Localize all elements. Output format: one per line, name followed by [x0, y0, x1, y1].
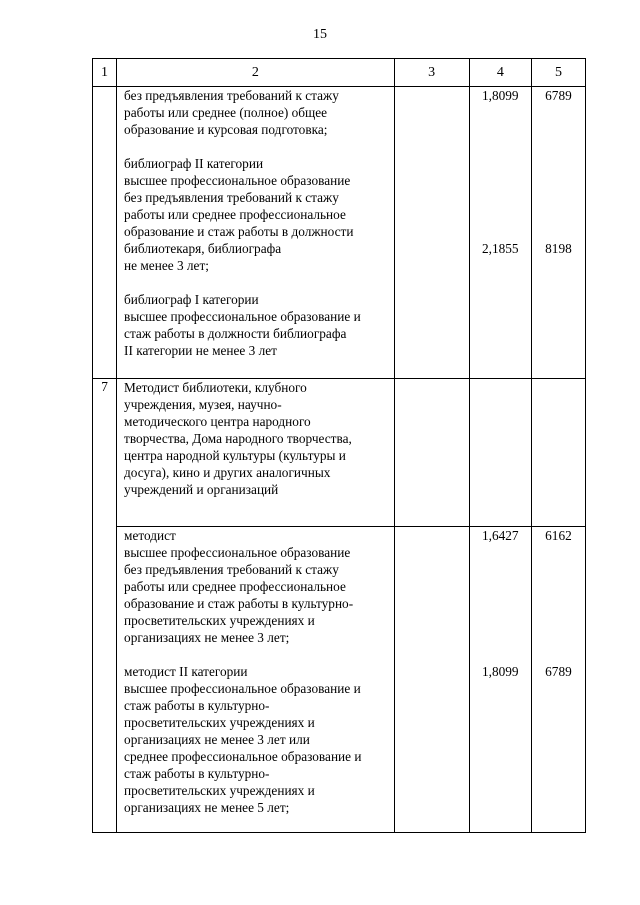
salary-value: 6789 — [545, 88, 572, 103]
table-row — [93, 87, 586, 379]
qualification-block: методист высшее профессиональное образование без предъявления требований к стажу работы или среднее профессиональное образование и стаж работы в культурно- просветительских учреждениях и организациях не менее 3 лет; — [124, 528, 354, 645]
salary-value: 6789 — [545, 664, 572, 679]
page-number: 15 — [313, 27, 327, 42]
salary-value: 6162 — [545, 528, 572, 543]
position-description-cell — [117, 527, 395, 833]
coefficient-cell — [469, 379, 531, 527]
coefficient-value: 1,6427 — [482, 528, 519, 543]
column-3-cell — [394, 87, 469, 379]
salary-cell — [531, 527, 585, 833]
coefficient-cell — [469, 527, 531, 833]
position-title: Методист библиотеки, клубного учреждения, музея, научно- методического центра народного творчества, Дома народного творчества, центра народной культуры (культуры и досуга), кино и других аналогичных учреждений и организаций — [124, 380, 352, 497]
table-row — [93, 379, 586, 527]
salary-cell — [531, 379, 585, 527]
qualification-block: методист II категории высшее профессиональное образование и стаж работы в культурно- просветительских учреждениях и организациях не менее 3 лет или среднее профессиональное образование и стаж работы в культурно- просветительских учреждениях и организациях не менее 5 лет; — [124, 664, 362, 815]
qualification-block: библиограф II категории высшее профессиональное образование без предъявления требований к стажу работы или среднее профессиональное образование и стаж работы в должности библиотекаря, библиографа не менее 3 лет; — [124, 156, 354, 273]
coefficient-value: 1,8099 — [482, 664, 519, 679]
coefficient-value: 1,8099 — [482, 88, 519, 103]
coefficient-cell — [469, 87, 531, 379]
table-row — [93, 527, 586, 833]
column-header-2: 2 — [117, 59, 395, 87]
row-number — [93, 87, 117, 379]
position-description-cell — [117, 87, 395, 379]
column-header-4: 4 — [469, 59, 531, 87]
row-number: 7 — [93, 379, 117, 833]
column-3-cell — [394, 527, 469, 833]
position-title-cell — [117, 379, 395, 527]
coefficient-value: 2,1855 — [482, 241, 519, 256]
qualification-block: без предъявления требований к стажу работы или среднее (полное) общее образование и курсовая подготовка; — [124, 88, 339, 137]
salary-cell — [531, 87, 585, 379]
column-3-cell — [394, 379, 469, 527]
column-header-1: 1 — [93, 59, 117, 87]
table-header-row — [93, 59, 586, 87]
qualification-block: библиограф I категории высшее профессиональное образование и стаж работы в должности библиографа II категории не менее 3 лет — [124, 292, 361, 358]
qualification-table — [92, 58, 586, 833]
salary-value: 8198 — [545, 241, 572, 256]
column-header-5: 5 — [531, 59, 585, 87]
column-header-3: 3 — [394, 59, 469, 87]
